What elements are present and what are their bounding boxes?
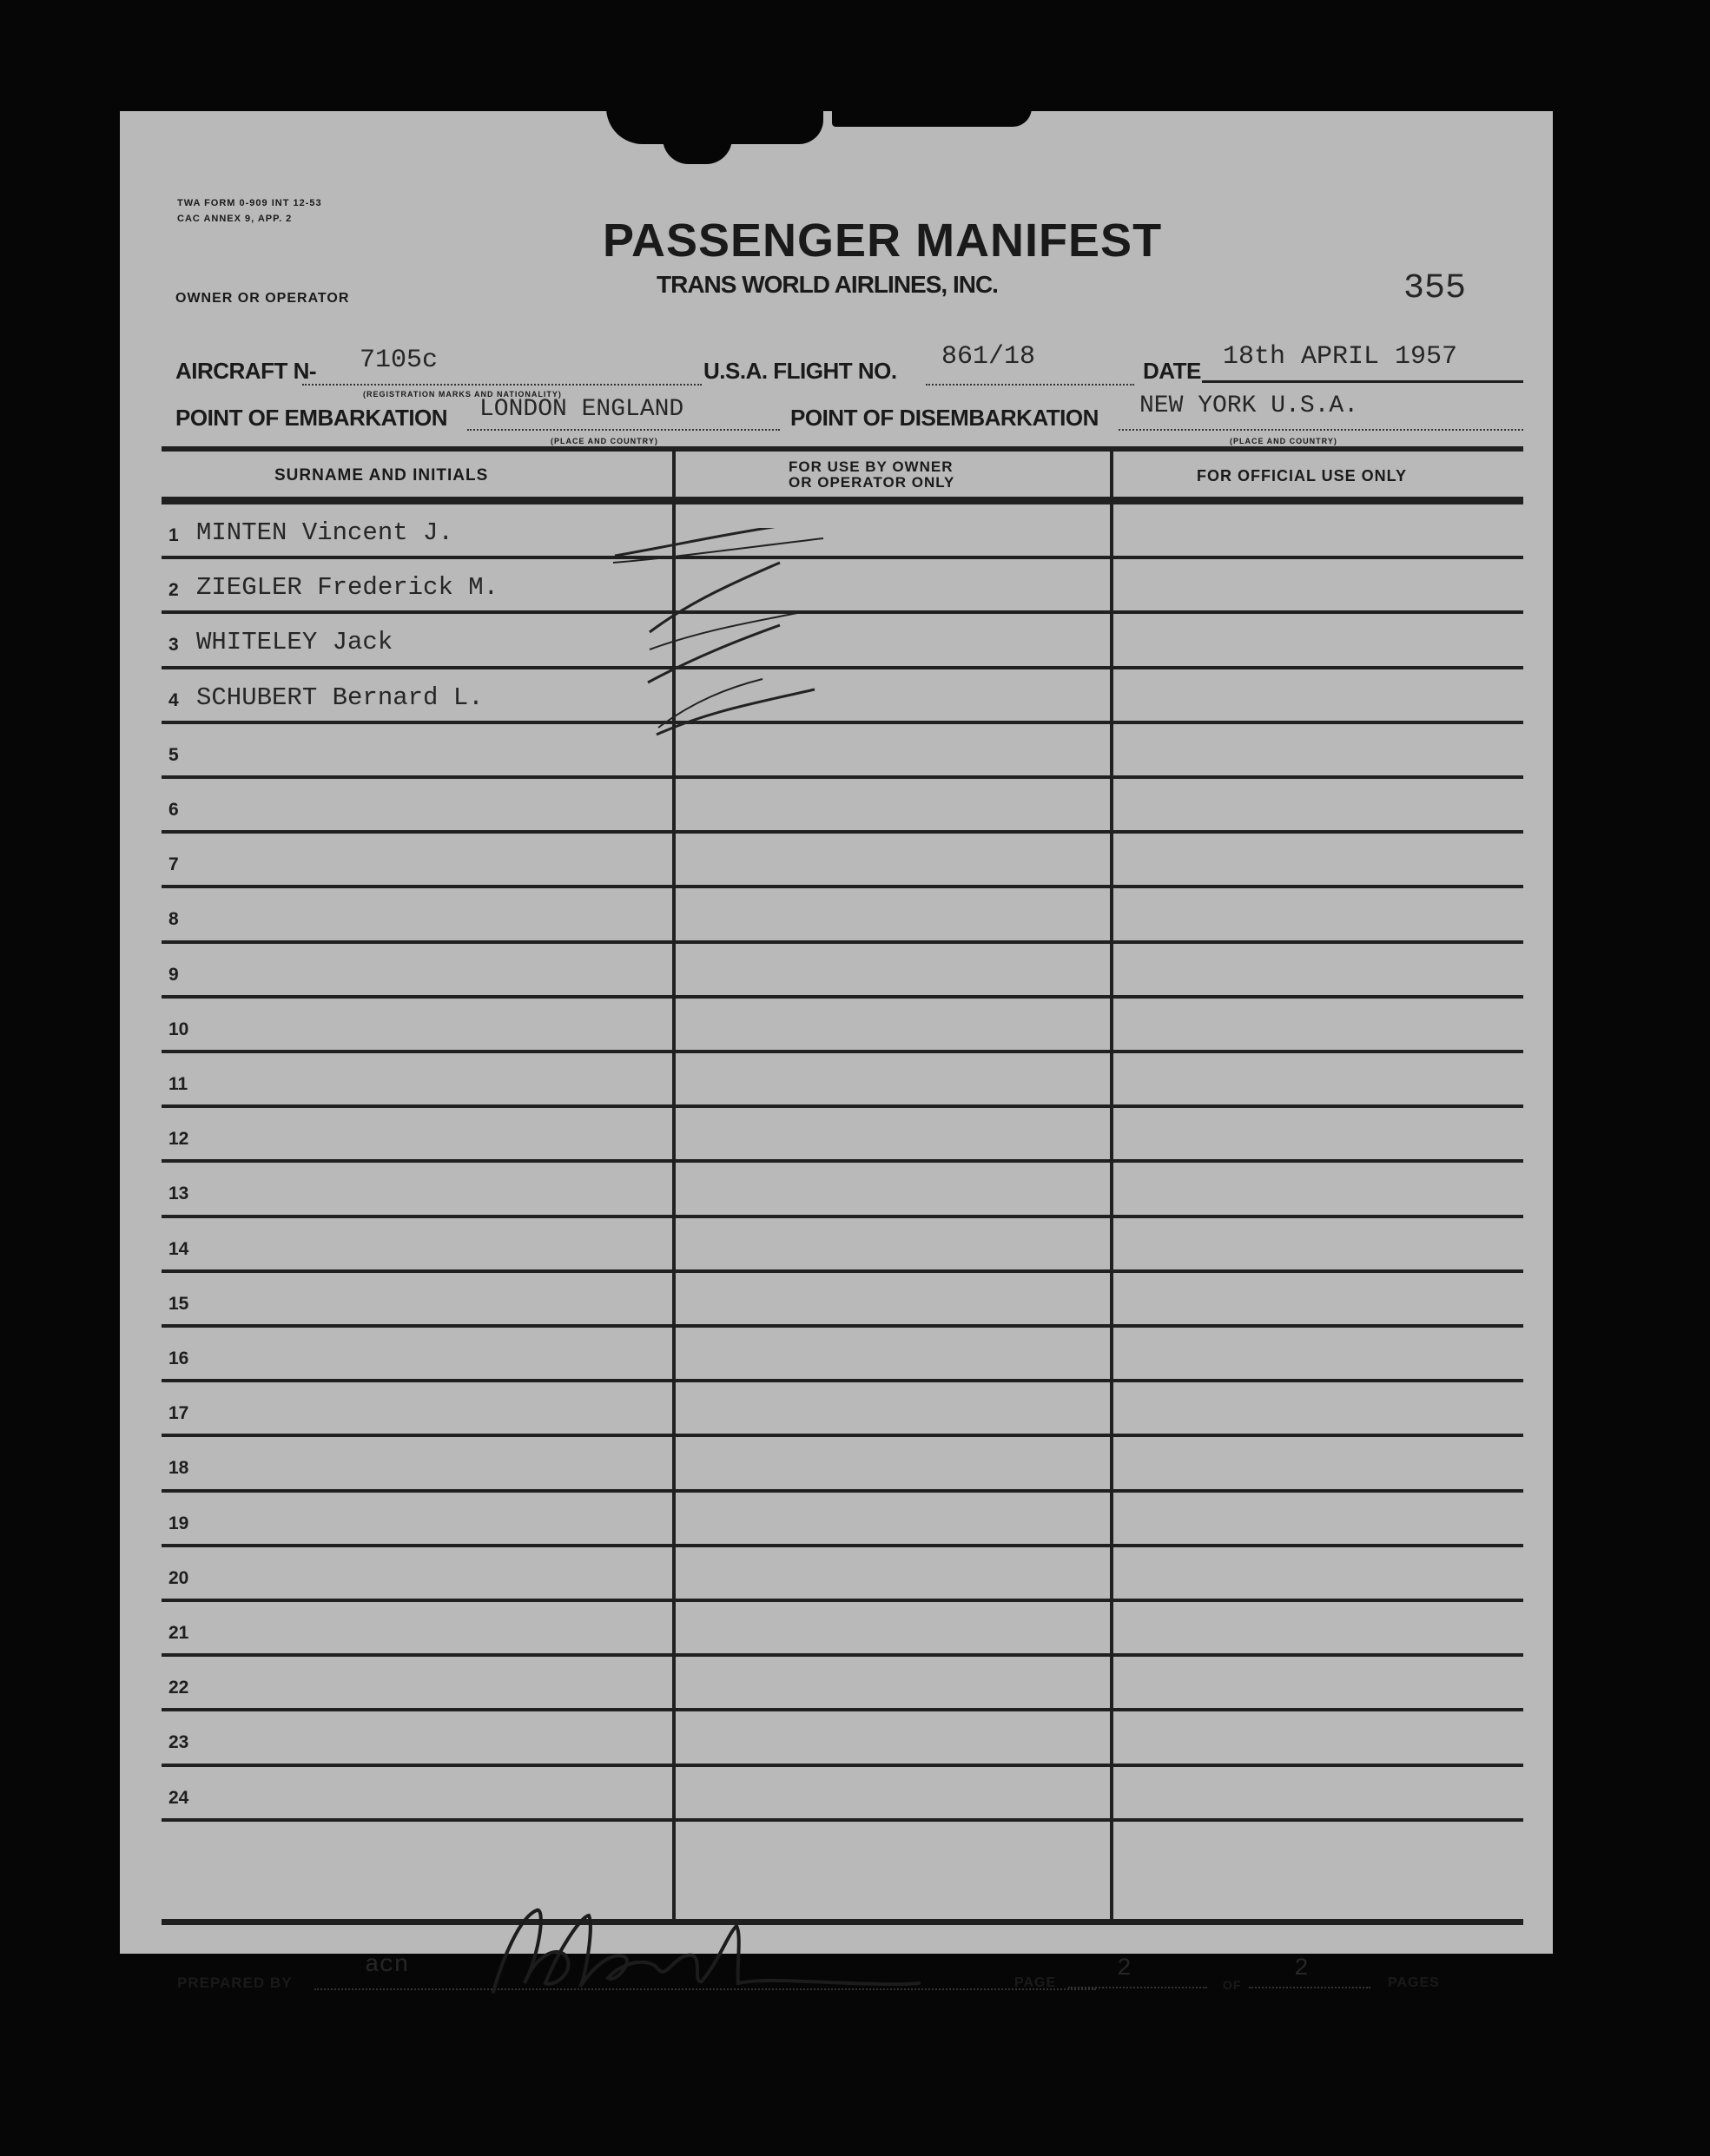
row-number: 15 (168, 1293, 189, 1314)
prepared-label: PREPARED BY (177, 1975, 293, 1991)
table-top-rule (162, 446, 1523, 452)
check-marks (606, 528, 919, 841)
row-rule (162, 1269, 1523, 1273)
row-rule (162, 1324, 1523, 1328)
table-header-rule (162, 497, 1523, 504)
passenger-name: ZIEGLER Frederick M. (196, 573, 499, 603)
row-number: 16 (168, 1348, 189, 1368)
passenger-name: WHITELEY Jack (196, 628, 393, 657)
flight-label: U.S.A. FLIGHT NO. (703, 358, 897, 384)
torn-edge (832, 108, 1032, 127)
flight-underline (926, 384, 1134, 386)
column-divider-2 (1110, 452, 1113, 1919)
pages-label: PAGES (1388, 1975, 1440, 1990)
row-rule (162, 1159, 1523, 1163)
row-rule (162, 940, 1523, 944)
page-value: 2 (1117, 1955, 1132, 1982)
of-underline (1249, 1987, 1370, 1988)
col-header-surname: SURNAME AND INITIALS (274, 466, 489, 485)
row-rule (162, 995, 1523, 999)
row-number: 17 (168, 1403, 189, 1424)
manifest-sheet (120, 111, 1553, 1992)
row-number: 8 (168, 909, 179, 930)
row-rule (162, 1379, 1523, 1382)
passenger-name: MINTEN Vincent J. (196, 518, 453, 547)
prepared-value: acn (365, 1952, 409, 1979)
embarkation-value: LONDON ENGLAND (479, 396, 684, 423)
aircraft-label: AIRCRAFT N- (175, 358, 317, 384)
row-number: 21 (168, 1623, 189, 1643)
form-code-line1: TWA FORM 0-909 INT 12-53 (177, 198, 322, 208)
disembarkation-sublabel: (PLACE AND COUNTRY) (1230, 437, 1337, 445)
aircraft-underline (302, 384, 702, 386)
row-number: 18 (168, 1458, 189, 1479)
row-number: 19 (168, 1513, 189, 1533)
date-value: 18th APRIL 1957 (1223, 342, 1458, 372)
airline-name: TRANS WORLD AIRLINES, INC. (657, 271, 998, 298)
page-underline (1068, 1987, 1207, 1988)
row-rule (162, 1104, 1523, 1108)
sheet-number: 355 (1403, 269, 1467, 308)
row-number: 1 (168, 525, 179, 545)
disembarkation-value: NEW YORK U.S.A. (1139, 392, 1359, 419)
row-number: 9 (168, 964, 179, 985)
of-value: 2 (1294, 1955, 1309, 1982)
row-number: 13 (168, 1183, 189, 1204)
row-number: 20 (168, 1567, 189, 1588)
row-number: 3 (168, 635, 179, 656)
disembarkation-underline (1119, 429, 1523, 431)
aircraft-sublabel: (REGISTRATION MARKS AND NATIONALITY) (363, 390, 562, 399)
col-header-official: FOR OFFICIAL USE ONLY (1197, 467, 1408, 485)
row-number: 4 (168, 689, 179, 710)
row-rule (162, 1434, 1523, 1437)
form-code-line2: CAC ANNEX 9, APP. 2 (177, 214, 293, 224)
passenger-name: SCHUBERT Bernard L. (196, 682, 484, 712)
row-rule (162, 1215, 1523, 1218)
row-number: 14 (168, 1238, 189, 1259)
row-rule (162, 1544, 1523, 1547)
page-title: PASSENGER MANIFEST (603, 214, 1163, 267)
signature (485, 1900, 936, 2004)
col-header-owner-1: FOR USE BY OWNER (789, 458, 954, 475)
embarkation-underline (467, 429, 780, 431)
page-label: PAGE (1014, 1975, 1057, 1990)
disembarkation-label: POINT OF DISEMBARKATION (790, 405, 1099, 431)
row-number: 10 (168, 1019, 189, 1039)
col-header-owner-2: OR OPERATOR ONLY (789, 474, 955, 491)
row-number: 6 (168, 800, 179, 820)
row-number: 23 (168, 1732, 189, 1753)
row-rule (162, 1708, 1523, 1711)
row-rule (162, 1818, 1523, 1822)
row-number: 7 (168, 854, 179, 875)
row-number: 11 (168, 1074, 188, 1094)
row-rule (162, 1489, 1523, 1493)
row-rule (162, 1653, 1523, 1657)
flight-value: 861/18 (941, 342, 1036, 372)
row-rule (162, 1050, 1523, 1053)
aircraft-value: 7105c (360, 346, 439, 375)
date-label: DATE (1143, 358, 1201, 384)
row-number: 12 (168, 1129, 189, 1150)
embarkation-label: POINT OF EMBARKATION (175, 405, 448, 431)
row-rule (162, 1599, 1523, 1602)
row-rule (162, 885, 1523, 888)
row-number: 2 (168, 580, 179, 601)
owner-label: OWNER OR OPERATOR (175, 291, 350, 306)
torn-notch-small (663, 108, 732, 164)
embarkation-sublabel: (PLACE AND COUNTRY) (551, 437, 658, 445)
row-number: 5 (168, 744, 179, 765)
date-underline (1202, 380, 1523, 383)
of-label: OF (1223, 1978, 1242, 1992)
row-number: 24 (168, 1787, 189, 1808)
row-number: 22 (168, 1678, 189, 1698)
row-rule (162, 1764, 1523, 1767)
